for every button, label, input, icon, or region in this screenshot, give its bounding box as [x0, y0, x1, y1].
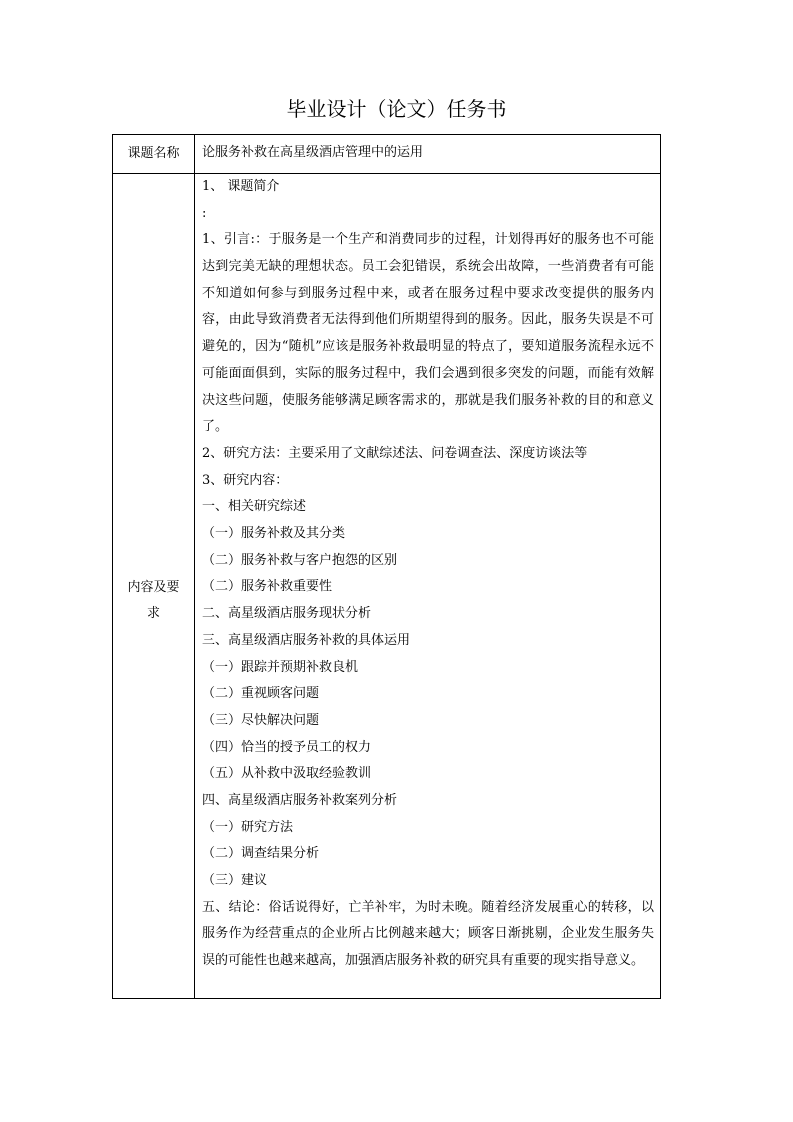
content-line: （五）从补救中汲取经验教训	[202, 766, 372, 782]
content-line: （三）建议	[202, 873, 268, 888]
content-line: （一）服务补救及其分类	[202, 526, 346, 542]
content-line: :	[202, 205, 207, 221]
content-line: 二、高星级酒店服务现状分析	[202, 606, 372, 622]
content-line: （二）服务补救与客户抱怨的区别	[202, 552, 398, 568]
conclusion-paragraph: 五、结论：俗话说得好，亡羊补牢，为时未晚。随着经济发展重心的转移，以服务作为经营重点的企业所占比例越来越大；顾客日渐挑剔，企业发生服务失误的可能性也越来越高，加强酒店服务补救的研究具有重要的现实指导意义。	[202, 899, 654, 969]
content-label: 内容及要求	[127, 580, 180, 621]
document-title: 毕业设计（论文）任务书	[286, 97, 507, 121]
content-line: （二）调查结果分析	[202, 846, 320, 862]
content-line: （二）服务补救重要性	[202, 579, 333, 595]
content-line: 3、研究内容：	[202, 472, 289, 488]
intro-paragraph: 1、引言:：于服务是一个生产和消费同步的过程，计划得再好的服务也不可能达到完美无缺的理想状态。员工会犯错误，系统会出故障，一些消费者有可能不知道如何参与到服务过程中来，或者在服务过程中要求改变提供的服务内容，由此导致消费者无法得到他们所期望得到的服务。因此，服务失误是不可避免的，因为“随机”应该是服务补救最明显的特点了，要知道服务流程永远不可能面面俱到，实际的服务过程中，我们会遇到很多突发的问题，而能有效解决这些问题，使服务能够满足顾客需求的，那就是我们服务补救的目的和意义了。	[202, 232, 654, 435]
content-line: （一）跟踪并预期补救良机	[202, 659, 359, 675]
content-line: （二）重视顾客问题	[202, 686, 320, 702]
content-line: 2、研究方法：主要采用了文献综述法、问卷调查法、深度访谈法等	[202, 446, 588, 461]
task-table	[112, 134, 661, 999]
content-cell	[202, 174, 654, 975]
content-line: 三、高星级酒店服务补救的具体运用	[202, 632, 411, 648]
content-line: 一、相关研究综述	[202, 499, 307, 515]
topic-value: 论服务补救在高星级酒店管理中的运用	[202, 145, 424, 160]
column-divider	[194, 135, 195, 998]
topic-row	[113, 135, 660, 174]
content-line: 四、高星级酒店服务补救案列分析	[202, 792, 398, 808]
content-line: （三）尽快解决问题	[202, 712, 320, 728]
topic-label: 课题名称	[127, 146, 180, 161]
content-line: （一）研究方法	[202, 819, 294, 835]
content-line: （四）恰当的授予员工的权力	[202, 739, 372, 755]
content-label-cell	[113, 174, 194, 998]
content-line: 1、 课题简介	[202, 179, 280, 194]
